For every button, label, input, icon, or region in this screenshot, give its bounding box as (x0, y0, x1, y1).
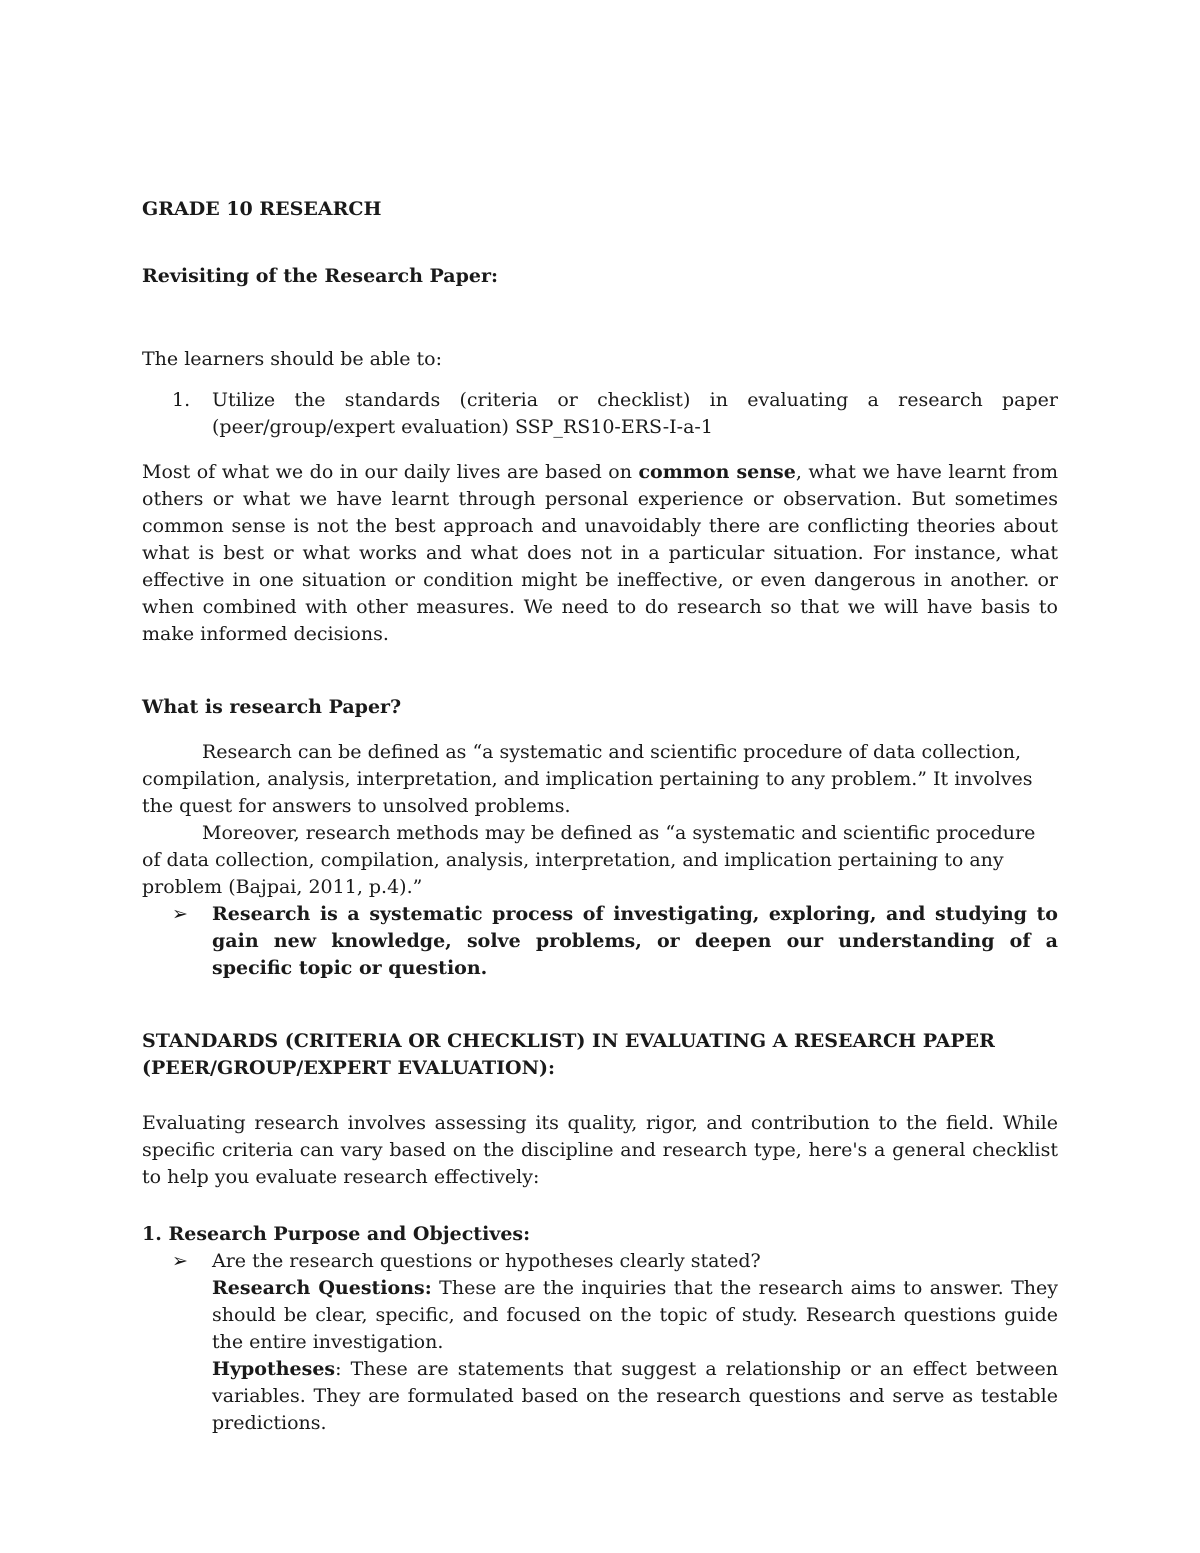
section-heading: What is research Paper? (142, 696, 402, 718)
research-questions-paragraph (142, 1275, 1058, 1356)
bold-term: common sense (638, 461, 796, 483)
hypotheses-paragraph (142, 1356, 1058, 1437)
learning-objectives-list (142, 387, 1058, 441)
list-item-number: 1. (172, 389, 191, 411)
document-page (142, 196, 1058, 1437)
document-subtitle: Revisiting of the Research Paper: (142, 265, 498, 287)
document-title: GRADE 10 RESEARCH (142, 198, 382, 220)
checklist-item-heading: 1. Research Purpose and Objectives: (142, 1223, 531, 1245)
paragraph-text: , what we have learnt from others or what we have learnt through personal experience or observation. But sometimes common sense is not the best approach and unavoidably there are conflicting theories about what is best or what works and what does not in a particular situation. For instance, what effective in one situation or condition might be ineffective, or even dangerous in another. or when combined with other measures. We need to do research so that we will have basis to make informed decisions. (142, 461, 1058, 645)
paragraph-text: Most of what we do in our daily lives are based on (142, 461, 639, 483)
arrow-bullet-icon: ➢ (172, 1250, 188, 1272)
term-definition: : These are statements that suggest a relationship or an effect between variables. They are formulated based on the research questions and serve as testable predictions. (212, 1358, 1058, 1434)
learning-objectives-intro: The learners should be able to: (142, 348, 442, 370)
list-item (142, 387, 1058, 441)
evaluating-paragraph: Evaluating research involves assessing its quality, rigor, and contribution to the field. While specific criteria can vary based on the discipline and research type, here's a general checklist to help you evaluate research effectively: (142, 1112, 1058, 1188)
section-heading: STANDARDS (CRITERIA OR CHECKLIST) IN EVALUATING A RESEARCH PAPER (PEER/GROUP/EXPERT EVALUATION): (142, 1030, 995, 1079)
term-label: Hypotheses (212, 1358, 336, 1380)
research-summary-bullet (142, 901, 1058, 982)
research-definition-paragraph: Research can be defined as “a systematic and scientific procedure of data collection, compilation, analysis, interpretation, and implication pertaining to any problem.” It involves the quest for answers to unsolved problems. (142, 741, 1033, 817)
common-sense-paragraph (142, 459, 1058, 648)
bullet-text: Are the research questions or hypotheses clearly stated? (212, 1250, 761, 1272)
list-item-text: Utilize the standards (criteria or checklist) in evaluating a research paper (peer/group/expert evaluation) SSP_RS10-ERS-I-a-1 (212, 389, 1058, 438)
term-definition: These are the inquiries that the research aims to answer. They should be clear, specific, and focused on the topic of study. Research questions guide the entire investigation. (212, 1277, 1058, 1353)
bullet-text: Research is a systematic process of investigating, exploring, and studying to gain new knowledge, solve problems, or deepen our understanding of a specific topic or question. (212, 903, 1058, 979)
arrow-bullet-icon: ➢ (172, 903, 188, 925)
checklist-question-bullet (142, 1248, 1058, 1275)
research-methods-paragraph: Moreover, research methods may be defined as “a systematic and scientific procedure of data collection, compilation, analysis, interpretation, and implication pertaining to any problem (Bajpai, 2011, p.4).” (142, 822, 1036, 898)
term-label: Research Questions: (212, 1277, 432, 1299)
